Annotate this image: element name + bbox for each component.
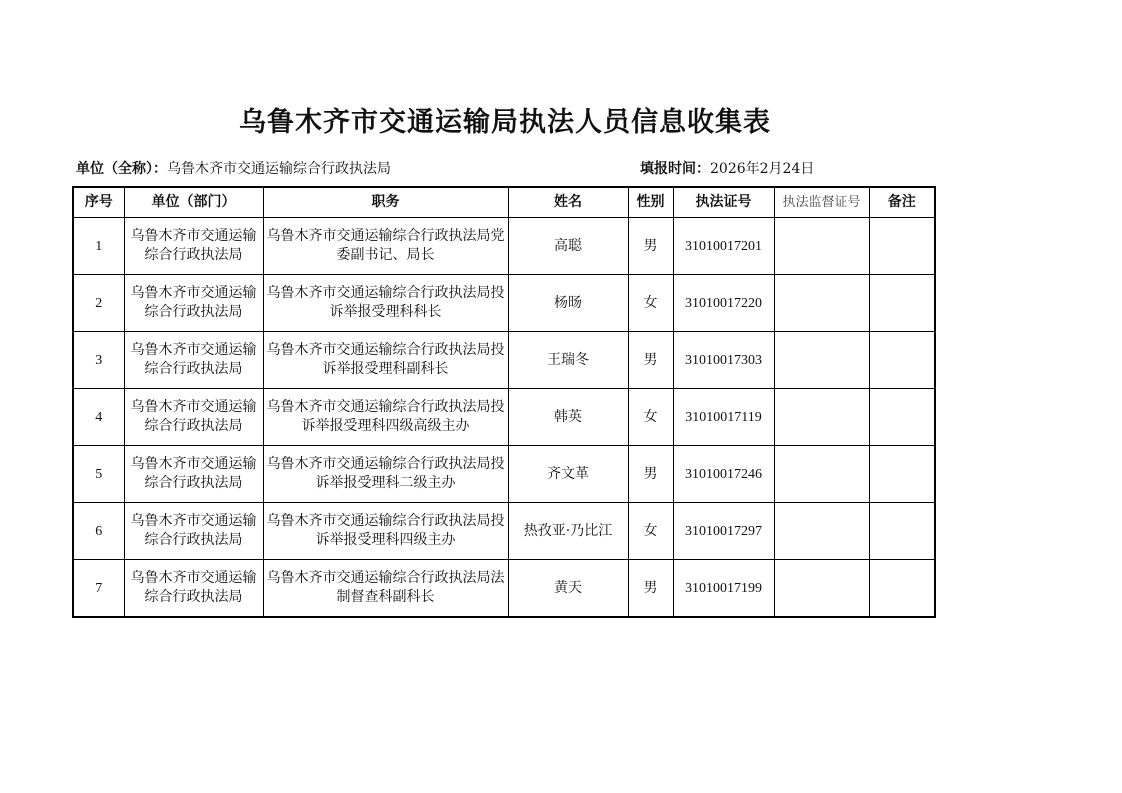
cell-remark xyxy=(869,389,935,446)
cell-dept: 乌鲁木齐市交通运输综合行政执法局 xyxy=(124,218,263,275)
cell-position: 乌鲁木齐市交通运输综合行政执法局投诉举报受理科二级主办 xyxy=(263,446,508,503)
cell-name: 齐文革 xyxy=(508,446,628,503)
cell-gender: 女 xyxy=(628,503,673,560)
col-header-supervision: 执法监督证号 xyxy=(774,187,869,218)
cell-position: 乌鲁木齐市交通运输综合行政执法局投诉举报受理科科长 xyxy=(263,275,508,332)
cell-no: 4 xyxy=(73,389,124,446)
cell-remark xyxy=(869,446,935,503)
cell-gender: 男 xyxy=(628,560,673,618)
cell-supervision xyxy=(774,218,869,275)
cell-dept: 乌鲁木齐市交通运输综合行政执法局 xyxy=(124,446,263,503)
table-row xyxy=(73,275,935,332)
col-header-no: 序号 xyxy=(73,187,124,218)
cell-position: 乌鲁木齐市交通运输综合行政执法局投诉举报受理科副科长 xyxy=(263,332,508,389)
cell-gender: 男 xyxy=(628,446,673,503)
col-header-gender: 性别 xyxy=(628,187,673,218)
cell-name: 韩英 xyxy=(508,389,628,446)
cell-name: 王瑞冬 xyxy=(508,332,628,389)
cell-dept: 乌鲁木齐市交通运输综合行政执法局 xyxy=(124,389,263,446)
cell-name: 高聪 xyxy=(508,218,628,275)
personnel-table xyxy=(72,186,936,618)
col-header-remark: 备注 xyxy=(869,187,935,218)
cell-dept: 乌鲁木齐市交通运输综合行政执法局 xyxy=(124,503,263,560)
table-row xyxy=(73,332,935,389)
cell-supervision xyxy=(774,503,869,560)
cell-no: 6 xyxy=(73,503,124,560)
cell-no: 5 xyxy=(73,446,124,503)
unit-value: 乌鲁木齐市交通运输综合行政执法局 xyxy=(167,161,391,177)
cell-remark xyxy=(869,560,935,618)
unit-line xyxy=(76,158,391,178)
unit-label: 单位（全称）： xyxy=(76,161,167,177)
cell-supervision xyxy=(774,332,869,389)
cell-name: 热孜亚·乃比江 xyxy=(508,503,628,560)
cell-cert: 31010017119 xyxy=(673,389,774,446)
col-header-name: 姓名 xyxy=(508,187,628,218)
cell-no: 1 xyxy=(73,218,124,275)
form-title: 乌鲁木齐市交通运输局执法人员信息收集表 xyxy=(239,107,771,138)
header-row xyxy=(73,187,935,218)
cell-cert: 31010017246 xyxy=(673,446,774,503)
cell-remark xyxy=(869,332,935,389)
cell-cert: 31010017201 xyxy=(673,218,774,275)
table-row xyxy=(73,503,935,560)
cell-cert: 31010017303 xyxy=(673,332,774,389)
cell-remark xyxy=(869,275,935,332)
cell-remark xyxy=(869,503,935,560)
cell-dept: 乌鲁木齐市交通运输综合行政执法局 xyxy=(124,332,263,389)
cell-cert: 31010017220 xyxy=(673,275,774,332)
col-header-cert: 执法证号 xyxy=(673,187,774,218)
cell-remark xyxy=(869,218,935,275)
cell-no: 3 xyxy=(73,332,124,389)
cell-no: 7 xyxy=(73,560,124,618)
date-value: 2026年2月24日 xyxy=(710,161,815,177)
cell-gender: 男 xyxy=(628,218,673,275)
col-header-dept: 单位（部门） xyxy=(124,187,263,218)
date-line xyxy=(640,158,814,178)
cell-dept: 乌鲁木齐市交通运输综合行政执法局 xyxy=(124,275,263,332)
cell-name: 黄天 xyxy=(508,560,628,618)
cell-position: 乌鲁木齐市交通运输综合行政执法局党委副书记、局长 xyxy=(263,218,508,275)
table-row xyxy=(73,389,935,446)
cell-position: 乌鲁木齐市交通运输综合行政执法局投诉举报受理科四级高级主办 xyxy=(263,389,508,446)
cell-gender: 男 xyxy=(628,332,673,389)
table-row xyxy=(73,446,935,503)
cell-cert: 31010017199 xyxy=(673,560,774,618)
cell-gender: 女 xyxy=(628,275,673,332)
table-row xyxy=(73,560,935,618)
cell-position: 乌鲁木齐市交通运输综合行政执法局投诉举报受理科四级主办 xyxy=(263,503,508,560)
cell-supervision xyxy=(774,275,869,332)
cell-position: 乌鲁木齐市交通运输综合行政执法局法制督查科副科长 xyxy=(263,560,508,618)
cell-supervision xyxy=(774,560,869,618)
date-label: 填报时间： xyxy=(640,161,710,177)
cell-dept: 乌鲁木齐市交通运输综合行政执法局 xyxy=(124,560,263,618)
cell-cert: 31010017297 xyxy=(673,503,774,560)
cell-no: 2 xyxy=(73,275,124,332)
cell-name: 杨旸 xyxy=(508,275,628,332)
cell-supervision xyxy=(774,389,869,446)
cell-gender: 女 xyxy=(628,389,673,446)
col-header-position: 职务 xyxy=(263,187,508,218)
table-row xyxy=(73,218,935,275)
cell-supervision xyxy=(774,446,869,503)
